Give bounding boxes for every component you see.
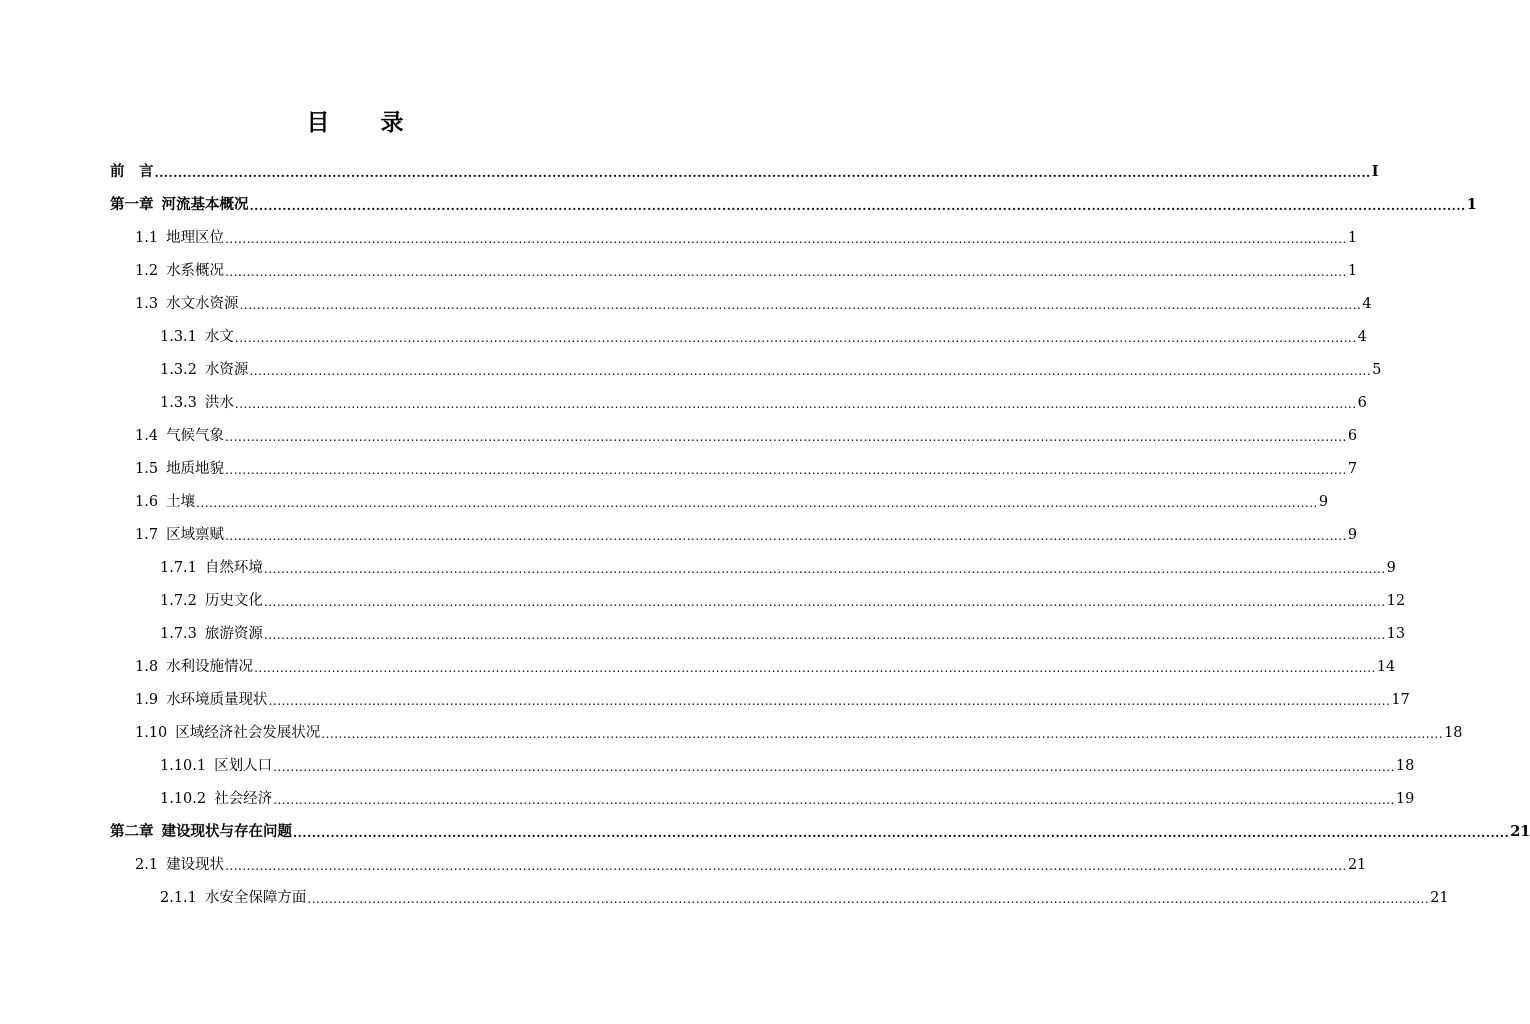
toc-entry-label [160, 558, 263, 578]
toc-page-number: 9 [1347, 526, 1358, 543]
toc-page-number: 1 [1347, 262, 1358, 279]
toc-entry-number: 第一章 [110, 195, 154, 213]
toc-entry-number: 1.5 [135, 460, 159, 477]
toc-dot-leader: .................................................................................................................................................................................................................................................................... [249, 198, 1466, 213]
toc-entry-number: 1.3.3 [160, 394, 197, 411]
toc-entry-label [160, 888, 306, 908]
toc-entry-number: 1.6 [135, 493, 159, 510]
toc-entry[interactable] [110, 188, 1477, 221]
toc-entry-label [135, 723, 320, 743]
toc-dot-leader: .................................................................................................................................................................................................................................................................... [263, 594, 1386, 609]
toc-entry-title: 气候气象 [166, 427, 225, 444]
toc-page-number: 21 [1430, 889, 1449, 906]
toc-entry-title: 区域禀赋 [166, 526, 225, 543]
toc-entry[interactable] [110, 353, 1382, 386]
toc-dot-leader: .................................................................................................................................................................................................................................................................... [268, 693, 1391, 708]
toc-entry-number: 1.1 [135, 229, 159, 246]
toc-entry-label [110, 162, 154, 182]
toc-entry[interactable] [110, 386, 1367, 419]
toc-entry-number: 1.3.1 [160, 328, 197, 345]
toc-entry-title: 水文水资源 [166, 295, 239, 312]
toc-entry-title: 建设现状与存在问题 [161, 822, 292, 840]
toc-entry-title: 洪水 [204, 394, 234, 411]
toc-entry[interactable] [110, 584, 1406, 617]
toc-entry-title: 水文 [204, 328, 234, 345]
toc-dot-leader: .................................................................................................................................................................................................................................................................... [239, 297, 1362, 312]
toc-entry-title: 区划人口 [214, 757, 273, 774]
toc-entry-number: 2.1 [135, 856, 159, 873]
toc-page-number: 9 [1386, 559, 1396, 576]
toc-entry-number: 1.10.1 [160, 757, 207, 774]
toc-entry[interactable] [110, 155, 1379, 188]
toc-entry[interactable] [110, 320, 1367, 353]
toc-page-number: 1 [1466, 195, 1477, 213]
toc-entry-number: 1.8 [135, 658, 159, 675]
toc-entry[interactable] [110, 287, 1372, 320]
toc-dot-leader: .................................................................................................................................................................................................................................................................... [225, 429, 1347, 444]
toc-entry-label [160, 327, 234, 347]
toc-page-number: 6 [1357, 394, 1367, 411]
toc-dot-leader: .................................................................................................................................................................................................................................................................... [321, 726, 1444, 741]
toc-entry-label [135, 294, 239, 314]
toc-entry-number: 1.4 [135, 427, 159, 444]
toc-entry[interactable] [110, 881, 1449, 914]
toc-entry-number: 2.1.1 [160, 889, 197, 906]
toc-entry-title: 历史文化 [204, 592, 263, 609]
toc-entry-title: 河流基本概况 [161, 195, 249, 213]
toc-entry-label [135, 492, 195, 512]
toc-dot-leader: .................................................................................................................................................................................................................................................................... [154, 165, 1371, 180]
toc-dot-leader: .................................................................................................................................................................................................................................................................... [254, 660, 1376, 675]
toc-entry-number: 1.7.1 [160, 559, 197, 576]
toc-entry[interactable] [110, 815, 1530, 848]
toc-page-number: 12 [1386, 592, 1406, 609]
toc-entry-number: 第二章 [110, 822, 154, 840]
toc-entry-title: 前 言 [110, 162, 154, 180]
toc-entry-number: 1.7.3 [160, 625, 197, 642]
toc-entry-label [110, 822, 292, 842]
toc-entry-label [135, 261, 224, 281]
toc-entry[interactable] [110, 518, 1358, 551]
toc-entry-label [135, 690, 268, 710]
toc-dot-leader: .................................................................................................................................................................................................................................................................... [263, 627, 1386, 642]
toc-entry-label [135, 459, 224, 479]
toc-page-number: 21 [1347, 856, 1367, 873]
toc-dot-leader: .................................................................................................................................................................................................................................................................... [263, 561, 1386, 576]
toc-entry-title: 土壤 [166, 493, 196, 510]
toc-entry-number: 1.3 [135, 295, 159, 312]
toc-entry-title: 水安全保障方面 [204, 889, 307, 906]
table-of-contents [110, 155, 1530, 914]
toc-entry-number: 1.2 [135, 262, 159, 279]
toc-entry-label [160, 789, 272, 809]
toc-entry-label [135, 855, 224, 875]
toc-entry-title: 旅游资源 [204, 625, 263, 642]
toc-dot-leader: .................................................................................................................................................................................................................................................................... [225, 264, 1347, 279]
toc-page-number: 18 [1395, 757, 1415, 774]
toc-entry-title: 水系概况 [166, 262, 225, 279]
toc-page-number: 17 [1391, 691, 1410, 708]
toc-entry-label [160, 360, 248, 380]
toc-entry-number: 1.3.2 [160, 361, 197, 378]
toc-dot-leader: .................................................................................................................................................................................................................................................................... [234, 396, 1357, 411]
toc-entry-label [135, 525, 224, 545]
toc-entry[interactable] [110, 254, 1358, 287]
toc-page-number: 7 [1347, 460, 1358, 477]
toc-entry-title: 水资源 [204, 361, 249, 378]
toc-page-number: 6 [1347, 427, 1358, 444]
toc-dot-leader: .................................................................................................................................................................................................................................................................... [307, 891, 1430, 906]
toc-entry-label [160, 756, 272, 776]
toc-page-number: 14 [1376, 658, 1396, 675]
toc-entry-number: 1.10 [135, 724, 168, 741]
toc-entry[interactable] [110, 782, 1415, 815]
toc-dot-leader: .................................................................................................................................................................................................................................................................... [273, 792, 1395, 807]
toc-page-number: 4 [1362, 295, 1372, 312]
toc-dot-leader: .................................................................................................................................................................................................................................................................... [249, 363, 1372, 378]
toc-dot-leader: .................................................................................................................................................................................................................................................................... [225, 462, 1347, 477]
toc-entry-title: 水环境质量现状 [166, 691, 268, 708]
toc-entry-number: 1.7 [135, 526, 159, 543]
toc-entry-number: 1.10.2 [160, 790, 207, 807]
toc-entry[interactable] [110, 848, 1367, 881]
toc-dot-leader: .................................................................................................................................................................................................................................................................... [225, 528, 1347, 543]
toc-page-number: I [1371, 162, 1379, 180]
toc-entry[interactable] [110, 419, 1358, 452]
toc-page-number: 5 [1372, 361, 1382, 378]
toc-page-number: 1 [1347, 229, 1358, 246]
toc-entry-title: 自然环境 [204, 559, 263, 576]
toc-entry[interactable] [110, 221, 1358, 254]
toc-entry-label [160, 624, 263, 644]
toc-entry-title: 区域经济社会发展状况 [175, 724, 321, 741]
toc-entry[interactable] [110, 617, 1406, 650]
toc-entry[interactable] [110, 551, 1396, 584]
toc-page-number: 13 [1386, 625, 1406, 642]
toc-dot-leader: .................................................................................................................................................................................................................................................................... [225, 858, 1347, 873]
toc-entry-label [160, 393, 234, 413]
toc-entry[interactable] [110, 749, 1415, 782]
toc-entry-label [135, 426, 224, 446]
toc-page-number: 9 [1318, 493, 1329, 510]
toc-entry-number: 1.7.2 [160, 592, 197, 609]
toc-dot-leader: .................................................................................................................................................................................................................................................................... [293, 825, 1510, 840]
toc-entry-label [110, 195, 249, 215]
toc-entry-number: 1.9 [135, 691, 159, 708]
toc-entry-label [135, 228, 224, 248]
toc-entry-title: 建设现状 [166, 856, 225, 873]
toc-page-number: 19 [1395, 790, 1415, 807]
toc-entry[interactable] [110, 716, 1463, 749]
toc-entry-label [135, 657, 253, 677]
toc-page-number: 21 [1510, 822, 1530, 840]
toc-dot-leader: .................................................................................................................................................................................................................................................................... [225, 231, 1347, 246]
toc-entry[interactable] [110, 485, 1329, 518]
toc-dot-leader: .................................................................................................................................................................................................................................................................... [196, 495, 1318, 510]
toc-entry-label [160, 591, 263, 611]
toc-entry-title: 地理区位 [166, 229, 225, 246]
toc-dot-leader: .................................................................................................................................................................................................................................................................... [234, 330, 1357, 345]
page-title: 目 录 [306, 109, 418, 136]
toc-entry-title: 地质地貌 [166, 460, 225, 477]
toc-page-number: 18 [1444, 724, 1463, 741]
toc-entry[interactable] [110, 650, 1396, 683]
toc-entry[interactable] [110, 683, 1410, 716]
toc-entry-title: 社会经济 [214, 790, 273, 807]
toc-page-number: 4 [1357, 328, 1367, 345]
toc-entry-title: 水利设施情况 [166, 658, 254, 675]
toc-entry[interactable] [110, 452, 1358, 485]
toc-dot-leader: .................................................................................................................................................................................................................................................................... [273, 759, 1395, 774]
